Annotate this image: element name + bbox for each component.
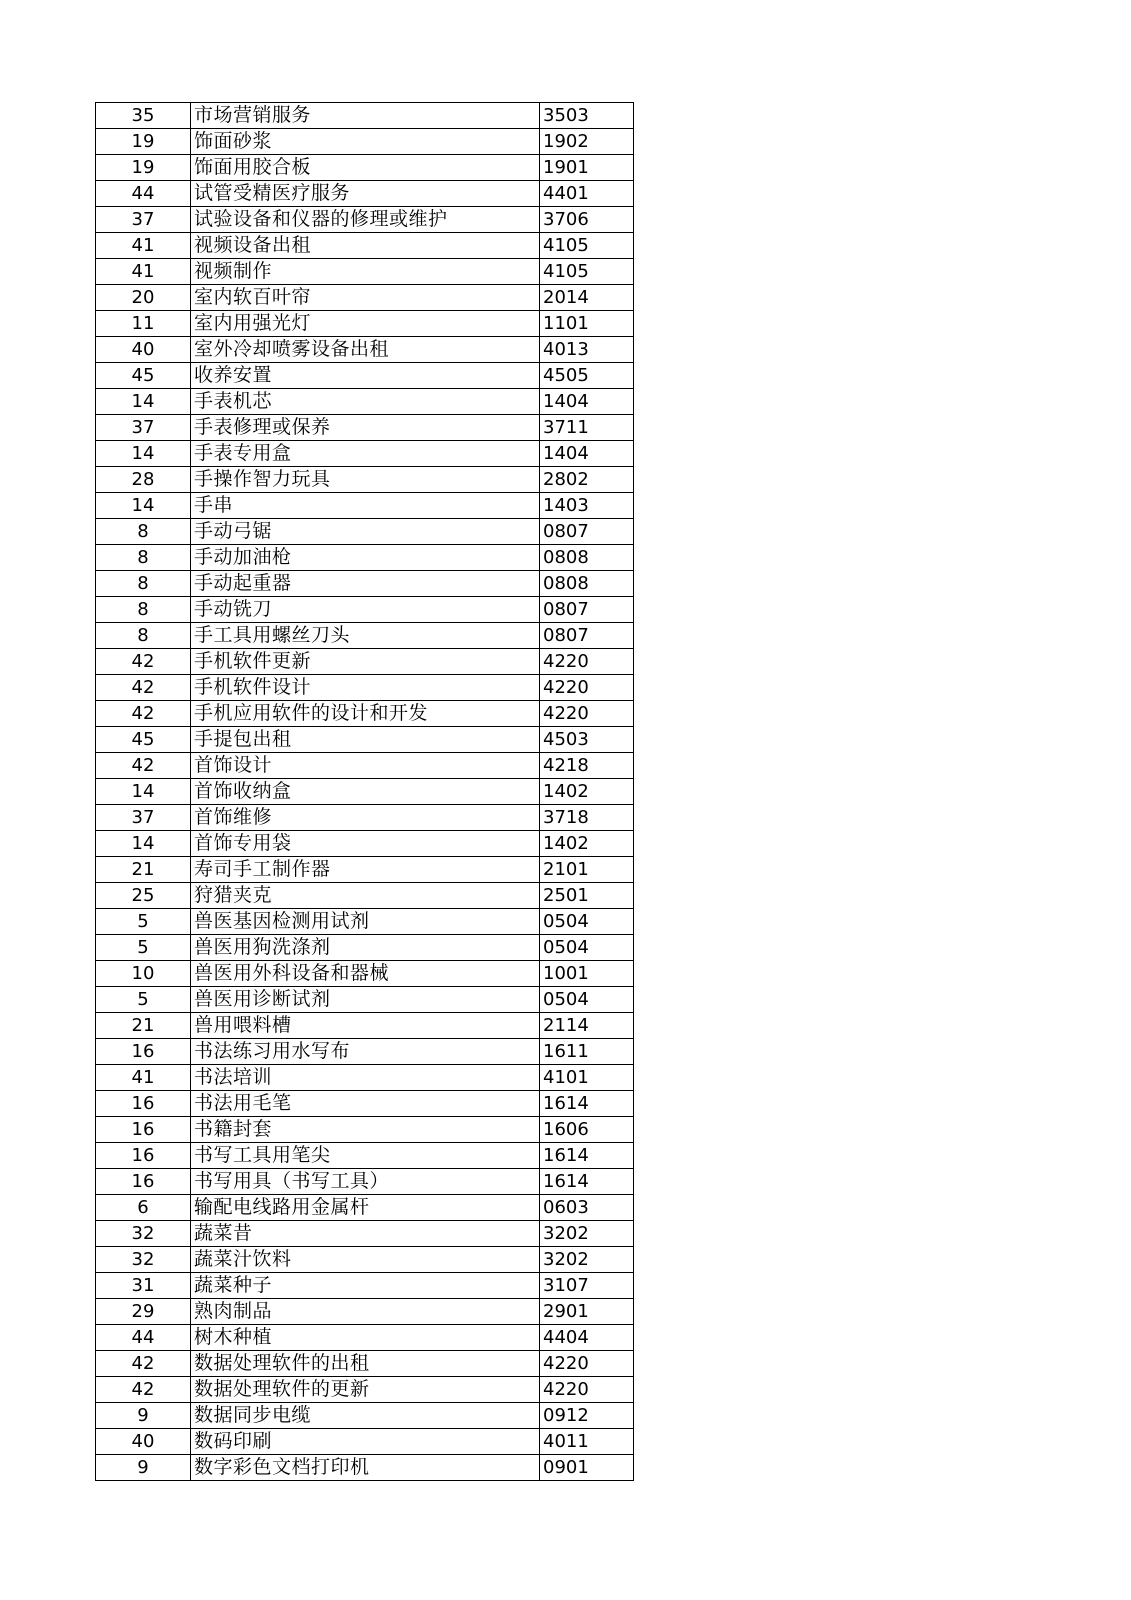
item-name-cell: 室内软百叶帘 bbox=[191, 285, 540, 311]
group-code-cell: 0504 bbox=[540, 935, 634, 961]
group-code-cell: 1402 bbox=[540, 831, 634, 857]
group-code-cell: 0901 bbox=[540, 1455, 634, 1481]
group-code-cell: 3107 bbox=[540, 1273, 634, 1299]
table-row bbox=[96, 259, 634, 285]
item-name-cell: 手表专用盒 bbox=[191, 441, 540, 467]
class-number-cell: 8 bbox=[96, 597, 191, 623]
item-name-cell: 饰面砂浆 bbox=[191, 129, 540, 155]
item-name-cell: 熟肉制品 bbox=[191, 1299, 540, 1325]
table-row bbox=[96, 233, 634, 259]
table-row bbox=[96, 909, 634, 935]
table-row bbox=[96, 987, 634, 1013]
table-row bbox=[96, 1169, 634, 1195]
item-name-cell: 手串 bbox=[191, 493, 540, 519]
table-row bbox=[96, 961, 634, 987]
class-number-cell: 14 bbox=[96, 779, 191, 805]
item-name-cell: 首饰设计 bbox=[191, 753, 540, 779]
table-row bbox=[96, 207, 634, 233]
group-code-cell: 4013 bbox=[540, 337, 634, 363]
group-code-cell: 4220 bbox=[540, 649, 634, 675]
group-code-cell: 4011 bbox=[540, 1429, 634, 1455]
item-name-cell: 视频设备出租 bbox=[191, 233, 540, 259]
class-number-cell: 35 bbox=[96, 103, 191, 129]
item-name-cell: 首饰维修 bbox=[191, 805, 540, 831]
class-number-cell: 19 bbox=[96, 129, 191, 155]
item-name-cell: 兽医用诊断试剂 bbox=[191, 987, 540, 1013]
item-name-cell: 试管受精医疗服务 bbox=[191, 181, 540, 207]
group-code-cell: 3718 bbox=[540, 805, 634, 831]
group-code-cell: 2901 bbox=[540, 1299, 634, 1325]
table-row bbox=[96, 1143, 634, 1169]
item-name-cell: 数据处理软件的出租 bbox=[191, 1351, 540, 1377]
table-row bbox=[96, 363, 634, 389]
class-number-cell: 8 bbox=[96, 545, 191, 571]
item-name-cell: 书法用毛笔 bbox=[191, 1091, 540, 1117]
item-name-cell: 手提包出租 bbox=[191, 727, 540, 753]
item-name-cell: 书法培训 bbox=[191, 1065, 540, 1091]
table-row bbox=[96, 779, 634, 805]
table-row bbox=[96, 389, 634, 415]
group-code-cell: 3706 bbox=[540, 207, 634, 233]
item-name-cell: 室外冷却喷雾设备出租 bbox=[191, 337, 540, 363]
class-number-cell: 16 bbox=[96, 1091, 191, 1117]
table-row bbox=[96, 467, 634, 493]
item-name-cell: 手动弓锯 bbox=[191, 519, 540, 545]
group-code-cell: 1614 bbox=[540, 1169, 634, 1195]
item-name-cell: 试验设备和仪器的修理或维护 bbox=[191, 207, 540, 233]
class-number-cell: 25 bbox=[96, 883, 191, 909]
group-code-cell: 3202 bbox=[540, 1221, 634, 1247]
class-number-cell: 16 bbox=[96, 1039, 191, 1065]
class-number-cell: 6 bbox=[96, 1195, 191, 1221]
table-row bbox=[96, 857, 634, 883]
class-number-cell: 40 bbox=[96, 1429, 191, 1455]
table-row bbox=[96, 701, 634, 727]
item-name-cell: 狩猎夹克 bbox=[191, 883, 540, 909]
table-row bbox=[96, 1195, 634, 1221]
table-row bbox=[96, 103, 634, 129]
class-number-cell: 20 bbox=[96, 285, 191, 311]
item-name-cell: 书写用具（书写工具） bbox=[191, 1169, 540, 1195]
item-name-cell: 兽医基因检测用试剂 bbox=[191, 909, 540, 935]
class-number-cell: 16 bbox=[96, 1143, 191, 1169]
table-row bbox=[96, 415, 634, 441]
group-code-cell: 2802 bbox=[540, 467, 634, 493]
class-number-cell: 9 bbox=[96, 1455, 191, 1481]
table-row bbox=[96, 129, 634, 155]
item-name-cell: 蔬菜昔 bbox=[191, 1221, 540, 1247]
table-row bbox=[96, 883, 634, 909]
class-number-cell: 21 bbox=[96, 1013, 191, 1039]
group-code-cell: 3711 bbox=[540, 415, 634, 441]
table-row bbox=[96, 1013, 634, 1039]
group-code-cell: 0808 bbox=[540, 571, 634, 597]
group-code-cell: 0504 bbox=[540, 987, 634, 1013]
class-number-cell: 14 bbox=[96, 441, 191, 467]
class-number-cell: 14 bbox=[96, 493, 191, 519]
table-row bbox=[96, 519, 634, 545]
class-number-cell: 5 bbox=[96, 935, 191, 961]
table-row bbox=[96, 805, 634, 831]
item-name-cell: 兽医用外科设备和器械 bbox=[191, 961, 540, 987]
item-name-cell: 数据处理软件的更新 bbox=[191, 1377, 540, 1403]
group-code-cell: 2114 bbox=[540, 1013, 634, 1039]
table-row bbox=[96, 441, 634, 467]
class-number-cell: 29 bbox=[96, 1299, 191, 1325]
class-number-cell: 21 bbox=[96, 857, 191, 883]
item-name-cell: 蔬菜汁饮料 bbox=[191, 1247, 540, 1273]
item-name-cell: 手动加油枪 bbox=[191, 545, 540, 571]
group-code-cell: 0912 bbox=[540, 1403, 634, 1429]
item-name-cell: 首饰收纳盒 bbox=[191, 779, 540, 805]
item-name-cell: 手操作智力玩具 bbox=[191, 467, 540, 493]
class-number-cell: 32 bbox=[96, 1221, 191, 1247]
group-code-cell: 1614 bbox=[540, 1143, 634, 1169]
group-code-cell: 0807 bbox=[540, 519, 634, 545]
table-row bbox=[96, 727, 634, 753]
table-row bbox=[96, 1221, 634, 1247]
group-code-cell: 1404 bbox=[540, 389, 634, 415]
group-code-cell: 1402 bbox=[540, 779, 634, 805]
group-code-cell: 4101 bbox=[540, 1065, 634, 1091]
class-number-cell: 5 bbox=[96, 909, 191, 935]
table-row bbox=[96, 1065, 634, 1091]
table-row bbox=[96, 753, 634, 779]
class-number-cell: 42 bbox=[96, 701, 191, 727]
class-number-cell: 42 bbox=[96, 675, 191, 701]
table-row bbox=[96, 545, 634, 571]
item-name-cell: 蔬菜种子 bbox=[191, 1273, 540, 1299]
table-row bbox=[96, 623, 634, 649]
group-code-cell: 4220 bbox=[540, 701, 634, 727]
class-number-cell: 42 bbox=[96, 649, 191, 675]
class-number-cell: 41 bbox=[96, 259, 191, 285]
class-number-cell: 42 bbox=[96, 1377, 191, 1403]
class-number-cell: 37 bbox=[96, 415, 191, 441]
item-name-cell: 饰面用胶合板 bbox=[191, 155, 540, 181]
class-number-cell: 9 bbox=[96, 1403, 191, 1429]
table-row bbox=[96, 155, 634, 181]
table-row bbox=[96, 1351, 634, 1377]
item-name-cell: 视频制作 bbox=[191, 259, 540, 285]
table-row bbox=[96, 311, 634, 337]
group-code-cell: 4404 bbox=[540, 1325, 634, 1351]
group-code-cell: 2501 bbox=[540, 883, 634, 909]
group-code-cell: 1403 bbox=[540, 493, 634, 519]
item-name-cell: 寿司手工制作器 bbox=[191, 857, 540, 883]
class-number-cell: 41 bbox=[96, 1065, 191, 1091]
item-name-cell: 市场营销服务 bbox=[191, 103, 540, 129]
item-name-cell: 书写工具用笔尖 bbox=[191, 1143, 540, 1169]
group-code-cell: 1404 bbox=[540, 441, 634, 467]
class-number-cell: 8 bbox=[96, 623, 191, 649]
item-name-cell: 室内用强光灯 bbox=[191, 311, 540, 337]
table-row bbox=[96, 831, 634, 857]
group-code-cell: 3202 bbox=[540, 1247, 634, 1273]
class-number-cell: 10 bbox=[96, 961, 191, 987]
class-number-cell: 16 bbox=[96, 1169, 191, 1195]
class-number-cell: 8 bbox=[96, 571, 191, 597]
table-body bbox=[96, 103, 634, 1481]
class-number-cell: 32 bbox=[96, 1247, 191, 1273]
class-number-cell: 37 bbox=[96, 207, 191, 233]
class-number-cell: 14 bbox=[96, 389, 191, 415]
item-name-cell: 手动铣刀 bbox=[191, 597, 540, 623]
table-row bbox=[96, 1325, 634, 1351]
group-code-cell: 1901 bbox=[540, 155, 634, 181]
class-number-cell: 42 bbox=[96, 753, 191, 779]
group-code-cell: 4105 bbox=[540, 233, 634, 259]
group-code-cell: 1606 bbox=[540, 1117, 634, 1143]
group-code-cell: 0808 bbox=[540, 545, 634, 571]
group-code-cell: 1614 bbox=[540, 1091, 634, 1117]
group-code-cell: 1101 bbox=[540, 311, 634, 337]
item-name-cell: 收养安置 bbox=[191, 363, 540, 389]
group-code-cell: 4220 bbox=[540, 675, 634, 701]
class-number-cell: 42 bbox=[96, 1351, 191, 1377]
item-name-cell: 兽医用狗洗涤剂 bbox=[191, 935, 540, 961]
table-row bbox=[96, 1455, 634, 1481]
class-number-cell: 8 bbox=[96, 519, 191, 545]
table-row bbox=[96, 1039, 634, 1065]
item-name-cell: 首饰专用袋 bbox=[191, 831, 540, 857]
table-row bbox=[96, 1377, 634, 1403]
group-code-cell: 1611 bbox=[540, 1039, 634, 1065]
group-code-cell: 2101 bbox=[540, 857, 634, 883]
table-row bbox=[96, 1273, 634, 1299]
item-name-cell: 手机应用软件的设计和开发 bbox=[191, 701, 540, 727]
table-row bbox=[96, 337, 634, 363]
class-number-cell: 5 bbox=[96, 987, 191, 1013]
table-row bbox=[96, 285, 634, 311]
group-code-cell: 0807 bbox=[540, 623, 634, 649]
class-number-cell: 28 bbox=[96, 467, 191, 493]
group-code-cell: 4505 bbox=[540, 363, 634, 389]
group-code-cell: 2014 bbox=[540, 285, 634, 311]
class-number-cell: 44 bbox=[96, 181, 191, 207]
group-code-cell: 3503 bbox=[540, 103, 634, 129]
table-row bbox=[96, 675, 634, 701]
table-row bbox=[96, 1429, 634, 1455]
item-name-cell: 手表机芯 bbox=[191, 389, 540, 415]
table-row bbox=[96, 1117, 634, 1143]
class-number-cell: 45 bbox=[96, 363, 191, 389]
table-row bbox=[96, 597, 634, 623]
item-name-cell: 手工具用螺丝刀头 bbox=[191, 623, 540, 649]
group-code-cell: 0603 bbox=[540, 1195, 634, 1221]
class-number-cell: 40 bbox=[96, 337, 191, 363]
table-row bbox=[96, 1403, 634, 1429]
item-name-cell: 输配电线路用金属杆 bbox=[191, 1195, 540, 1221]
item-name-cell: 树木种植 bbox=[191, 1325, 540, 1351]
item-name-cell: 手动起重器 bbox=[191, 571, 540, 597]
group-code-cell: 4220 bbox=[540, 1377, 634, 1403]
item-name-cell: 书籍封套 bbox=[191, 1117, 540, 1143]
group-code-cell: 4503 bbox=[540, 727, 634, 753]
table-row bbox=[96, 493, 634, 519]
class-number-cell: 31 bbox=[96, 1273, 191, 1299]
group-code-cell: 0807 bbox=[540, 597, 634, 623]
table-row bbox=[96, 1091, 634, 1117]
item-name-cell: 数码印刷 bbox=[191, 1429, 540, 1455]
group-code-cell: 4401 bbox=[540, 181, 634, 207]
item-name-cell: 数据同步电缆 bbox=[191, 1403, 540, 1429]
goods-services-table bbox=[95, 102, 634, 1481]
class-number-cell: 45 bbox=[96, 727, 191, 753]
table-row bbox=[96, 181, 634, 207]
group-code-cell: 1902 bbox=[540, 129, 634, 155]
class-number-cell: 11 bbox=[96, 311, 191, 337]
item-name-cell: 手机软件设计 bbox=[191, 675, 540, 701]
item-name-cell: 兽用喂料槽 bbox=[191, 1013, 540, 1039]
group-code-cell: 1001 bbox=[540, 961, 634, 987]
class-number-cell: 14 bbox=[96, 831, 191, 857]
item-name-cell: 书法练习用水写布 bbox=[191, 1039, 540, 1065]
class-number-cell: 37 bbox=[96, 805, 191, 831]
class-number-cell: 19 bbox=[96, 155, 191, 181]
table-row bbox=[96, 571, 634, 597]
item-name-cell: 数字彩色文档打印机 bbox=[191, 1455, 540, 1481]
table-row bbox=[96, 935, 634, 961]
item-name-cell: 手表修理或保养 bbox=[191, 415, 540, 441]
group-code-cell: 0504 bbox=[540, 909, 634, 935]
table-row bbox=[96, 649, 634, 675]
item-name-cell: 手机软件更新 bbox=[191, 649, 540, 675]
class-number-cell: 41 bbox=[96, 233, 191, 259]
table-row bbox=[96, 1299, 634, 1325]
class-number-cell: 16 bbox=[96, 1117, 191, 1143]
class-number-cell: 44 bbox=[96, 1325, 191, 1351]
group-code-cell: 4105 bbox=[540, 259, 634, 285]
table-row bbox=[96, 1247, 634, 1273]
group-code-cell: 4220 bbox=[540, 1351, 634, 1377]
group-code-cell: 4218 bbox=[540, 753, 634, 779]
